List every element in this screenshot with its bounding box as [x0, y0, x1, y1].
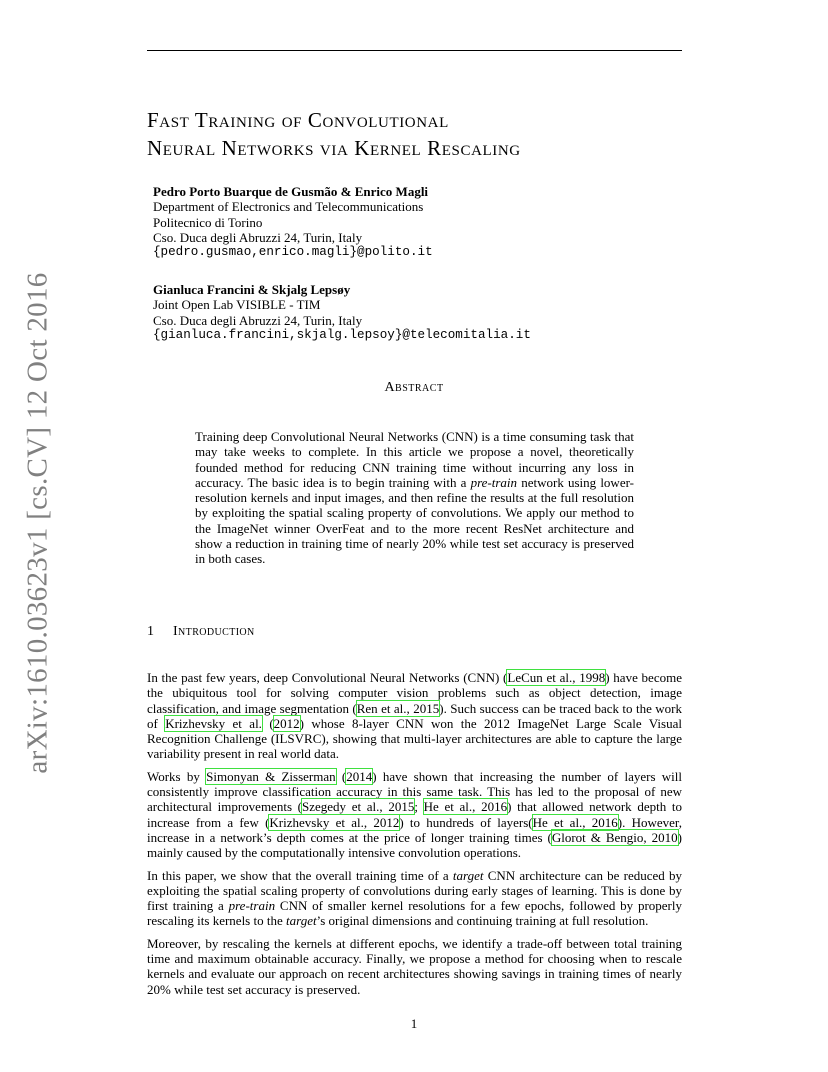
citation-link[interactable]: 2012 — [273, 715, 300, 731]
emphasis: pre-train — [228, 898, 276, 914]
section-heading — [147, 624, 255, 640]
citation-link[interactable]: Simonyan & Zisserman — [206, 768, 336, 784]
emphasis: target — [286, 913, 317, 929]
text-run: ; — [414, 799, 424, 815]
affiliation-line: Cso. Duca degli Abruzzi 24, Turin, Italy — [153, 229, 363, 245]
affiliation-line: Department of Electronics and Telecommunications — [153, 199, 424, 215]
author-email: {pedro.gusmao,enrico.magli}@polito.it — [153, 245, 433, 260]
author-email: {gianluca.francini,skjalg.lepsoy}@telecomitalia.it — [153, 327, 531, 342]
text-run: ) that allowed network depth to increase from a few ( — [147, 799, 682, 830]
text-run: ( — [261, 715, 274, 731]
text-run: ). However, increase in a network’s depth comes at the price of longer training times ( — [147, 814, 682, 845]
citation-link[interactable]: He et al., 2016 — [423, 799, 508, 815]
section-title: Introduction — [173, 624, 255, 639]
affiliation-line: Politecnico di Torino — [153, 214, 263, 230]
affiliation-line: Joint Open Lab VISIBLE - TIM — [153, 297, 321, 313]
author-block-2 — [153, 282, 531, 343]
text-run: ) to hundreds of layers( — [399, 814, 533, 830]
paragraph — [147, 670, 682, 762]
citation-link[interactable]: Ren et al., 2015 — [356, 700, 440, 716]
text-run: network using lower-resolution kernels and input images, and then refine the results at the full resolution by exploiting the spatial scaling property of convolutions. We apply our method to the ImageNet winner OverFeat and to the more recent ResNet architecture and show a reduction in training time of nearly 20% while test set accuracy is preserved in both cases. — [195, 474, 634, 567]
citation-link[interactable]: Krizhevsky et al., 2012 — [269, 814, 400, 830]
header-rule — [147, 50, 682, 51]
abstract-text — [195, 429, 634, 567]
text-run: In the past few years, deep Convolutional Neural Networks (CNN) ( — [147, 670, 508, 685]
paragraph: Moreover, by rescaling the kernels at different epochs, we identify a trade-off between total training time and maximum obtainable accuracy. Finally, we propose a method for choosing when to rescale kernels and evaluate our approach on recent architectures showing savings in training times of nearly 20% while test set accuracy is preserved. — [147, 935, 682, 997]
citation-link[interactable]: LeCun et al., 1998 — [507, 670, 606, 685]
text-run: ) have become the ubiquitous tool for solving computer vision problems such as object detection, image classification, and image segmentation ( — [147, 670, 682, 716]
title-line-2: Neural Networks via Kernel Rescaling — [147, 136, 521, 160]
text-run: ( — [335, 768, 347, 784]
citation-link[interactable]: 2014 — [346, 768, 373, 784]
body-text — [147, 670, 682, 1004]
text-run: ’s original dimensions and continuing training at full resolution. — [316, 913, 649, 929]
text-run: Works by — [147, 768, 207, 784]
citation-link[interactable]: He et al., 2016 — [532, 814, 618, 830]
arxiv-id: arXiv:1610.03623v1 [cs.CV] 12 Oct 2016 — [21, 272, 54, 774]
page-number: 1 — [410, 1016, 418, 1031]
emphasis: target — [452, 867, 484, 883]
affiliation-line: Cso. Duca degli Abruzzi 24, Turin, Italy — [153, 312, 363, 328]
citation-link[interactable]: Szegedy et al., 2015 — [302, 799, 415, 815]
text-run: ). Such success can be traced back to the work of — [147, 700, 682, 731]
abstract-heading: Abstract — [384, 380, 444, 395]
author-names: Pedro Porto Buarque de Gusmão & Enrico Magli — [153, 184, 429, 199]
text-run: CNN architecture can be reduced by exploiting the spatial scaling property of convolutions during early stages of learning. This is done by first training a — [147, 867, 682, 914]
paper-title — [147, 106, 707, 162]
author-names: Gianluca Francini & Skjalg Lepsøy — [153, 282, 351, 297]
citation-link[interactable]: Glorot & Bengio, 2010 — [551, 829, 678, 845]
paragraph — [147, 769, 682, 861]
citation-link[interactable]: Krizhevsky et al. — [165, 715, 262, 731]
author-block-1 — [153, 184, 433, 260]
text-run: ) whose 8-layer CNN won the 2012 ImageNet Large Scale Visual Recognition Challenge (ILSVRC), showing that multi-layer architectures are able to capture the large variability present in real world data. — [147, 715, 682, 762]
paragraph — [147, 868, 682, 929]
emphasis: pre-train — [470, 474, 518, 490]
text-run: Training deep Convolutional Neural Networks (CNN) is a time consuming task that may take weeks to complete. In this article we propose a novel, theoretically founded method for reducing CNN training time without incurring any loss in accuracy. The basic idea is to begin training with a — [195, 429, 634, 490]
text-run: ) have shown that increasing the number of layers will consistently improve classification accuracy in this same task. This has led to the proposal of new architectural improvements ( — [147, 768, 682, 815]
text-run: In this paper, we show that the overall training time of a — [147, 867, 453, 883]
text-run: CNN of smaller kernel resolutions for a few epochs, followed by properly rescaling its kernels to the — [147, 898, 682, 929]
text-run: ) mainly caused by the computationally intensive convolution operations. — [147, 829, 682, 861]
section-number: 1 — [147, 624, 155, 639]
title-line-1: Fast Training of Convolutional — [147, 108, 449, 132]
